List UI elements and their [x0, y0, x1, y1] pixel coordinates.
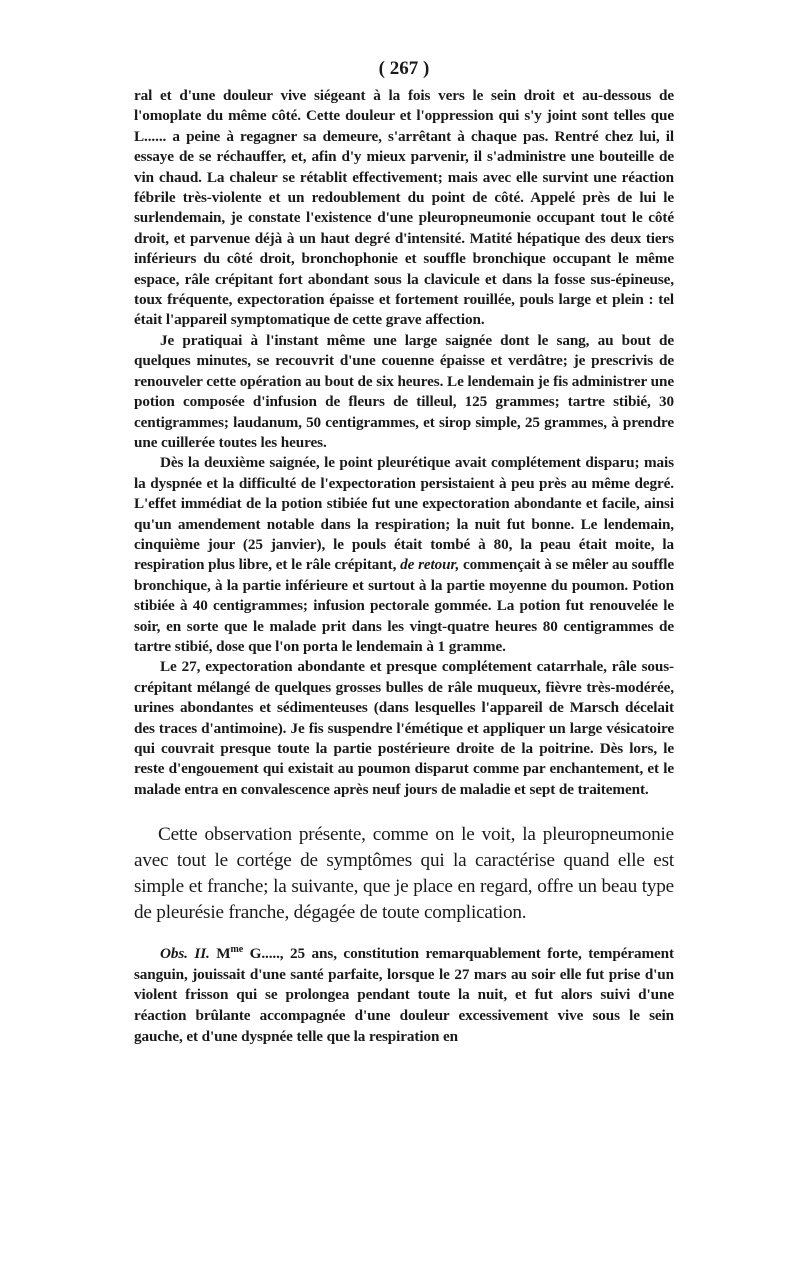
- observation-paragraph: [134, 944, 674, 1047]
- observation-label: Obs. II.: [160, 945, 210, 963]
- paragraph-commentary: Cette observation présente, comme on le voit, la pleuropneumonie avec tout le cortége de symptômes qui la caractérise quand elle est simple et franche; la suivante, que je place en regard, offre un beau type de pleurésie franche, dégagée de toute complication.: [134, 824, 674, 924]
- paragraph-progress-start: Dès la deuxième saignée, le point pleurétique avait complétement disparu; mais la dyspnée et la difficulté de l'expectoration persistaient à peu près au même degré. L'effet immédiat de la potion stibiée fut une expectoration abondante et facile, ainsi qu'un amendement notable dans la respiration; la nuit fut bonne. Le lendemain, cinquième jour (25 janvier), le pouls était tombé à 80, la peau était moite, la respiration plus libre, et le râle crépitant,: [134, 454, 674, 574]
- observation-title: M: [216, 945, 231, 963]
- paragraph-continuation: ral et d'une douleur vive siégeant à la fois vers le sein droit et au-dessous de l'omoplate du même côté. Cette douleur et l'oppression qui s'y joint sont telles que L...... a peine à regagner sa demeure, s'arrêtant à chaque pas. Rentré chez lui, il essaye de se réchauffer, et, afin d'y mieux parvenir, il s'administre une bouteille de vin chaud. La chaleur se rétablit effectivement; mais avec elle survint une réaction fébrile très-violente et un redoublement du point de côté. Appelé près de lui le surlendemain, je constate l'existence d'une pleuropneumonie occupant tout le côté droit, et parvenue déjà à un haut degré d'intensité. Matité hépatique des deux tiers inférieurs du côté droit, bronchophonie et souffle bronchique occupant le même espace, râle crépitant fort abondant sous la clavicule et dans la fosse sus-épineuse, toux fréquente, expectoration épaisse et fortement rouillée, pouls large et plein : tel était l'appareil symptomatique de cette grave affection.: [134, 87, 674, 329]
- page-number: ( 267 ): [378, 58, 430, 79]
- paragraph-progress-end: commençait à se mêler au souffle bronchique, à la partie inférieure et surtout à la partie moyenne du poumon. Potion stibiée à 40 centigrammes; infusion pectorale gommée. La potion fut renouvelée le soir, en sorte que le malade prit dans les vingt-quatre heures 80 centigrammes de tartre stibié, dose que l'on porta le lendemain à 1 gramme.: [134, 556, 674, 655]
- paragraph-progress: [134, 453, 674, 657]
- observation-title-sup: me: [230, 944, 244, 956]
- document-page: [134, 58, 674, 1047]
- paragraph-treatment: Je pratiquai à l'instant même une large saignée dont le sang, au bout de quelques minutes, se recouvrit d'une couenne épaisse et verdâtre; je prescrivis de renouveler cette opération au bout de six heures. Le lendemain je fis administrer une potion composée d'infusion de fleurs de tilleul, 125 grammes; tartre stibié, 30 centigrammes; laudanum, 50 centigrammes, et sirop simple, 25 grammes, à prendre une cuillerée toutes les heures.: [134, 331, 674, 451]
- observation-text: G....., 25 ans, constitution remarquablement forte, tempérament sanguin, jouissait d'une santé parfaite, lorsque le 27 mars au soir elle fut prise d'un violent frisson qui se prolongea pendant toute la nuit, et fut alors suivi d'une réaction brûlante accompagnée d'une douleur excessivement vive sous le sein gauche, et d'une dyspnée telle que la respiration en: [134, 945, 674, 1045]
- paragraph-convalescence: Le 27, expectoration abondante et presque complétement catarrhale, râle sous-crépitant mélangé de quelques grosses bulles de râle muqueux, fièvre très-modérée, urines abondantes et sédimenteuses (dans lesquelles l'appareil de Marsch décelait des traces d'antimoine). Je fis suspendre l'émétique et appliquer un large vésicatoire qui couvrait presque toute la partie postérieure droite de la poitrine. Dès lors, le reste d'engouement qui existait au poumon disparut comme par enchantement, et le malade entra en convalescence après neuf jours de maladie et sept de traitement.: [134, 658, 674, 798]
- italic-phrase: de retour,: [400, 556, 460, 574]
